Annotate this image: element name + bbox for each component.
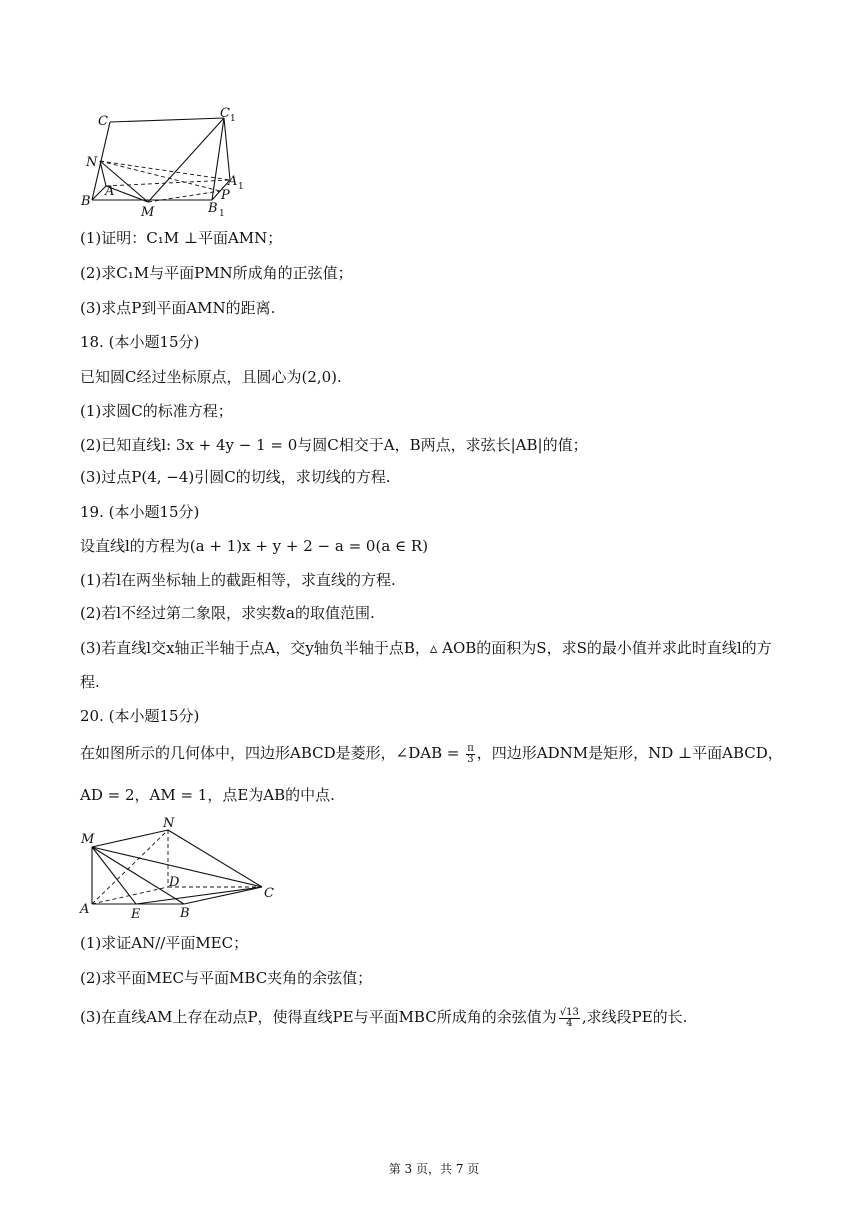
q20-header: 20. (本小题15分): [80, 707, 200, 725]
q17-part2: (2)求C₁M与平面PMN所成角的正弦值；: [80, 264, 353, 282]
angle-fraction: [466, 744, 475, 765]
q18-stem: 已知圆C经过坐标原点，且圆心为(2,0).: [80, 368, 342, 386]
q19-part2: (2)若l不经过第二象限，求实数a的取值范围.: [80, 604, 375, 622]
label-C1: C: [220, 106, 230, 121]
label-M: M: [141, 205, 155, 220]
solid-figure: [76, 815, 286, 925]
q20-part3-post: ,求线段PE的长.: [581, 1008, 688, 1026]
label-N: N: [86, 155, 98, 170]
label-B: B: [81, 194, 91, 209]
cosine-denominator: 4: [566, 1017, 573, 1029]
cosine-fraction: [559, 1008, 580, 1029]
label-A: A: [105, 184, 115, 199]
q19-part3-line1: (3)若直线l交x轴正半轴于点A，交y轴负半轴于点B，▵ AOB的面积为S，求S的最小值并求此时直线l的方: [80, 639, 772, 657]
q20-stem-pre: 在如图所示的几何体中，四边形ABCD是菱形，∠DAB =: [80, 744, 465, 762]
label-B2: B: [180, 906, 190, 921]
q20-part2: (2)求平面MEC与平面MBC夹角的余弦值；: [80, 969, 373, 987]
q20-part3: [80, 1007, 687, 1029]
q19-part3-line2: 程.: [80, 673, 100, 691]
label-B1: B: [208, 201, 218, 216]
q17-part3: (3)求点P到平面AMN的距离.: [80, 299, 276, 317]
label-M2: M: [81, 832, 95, 847]
q20-part3-pre: (3)在直线AM上存在动点P，使得直线PE与平面MBC所成角的余弦值为: [80, 1008, 557, 1026]
q20-stem-post: ，四边形ADNM是矩形，ND ⊥平面ABCD，: [476, 744, 783, 762]
q18-part3: (3)过点P(4, −4)引圆C的切线，求切线的方程.: [80, 468, 391, 486]
prism-figure: [78, 105, 258, 220]
label-A2: A: [80, 902, 90, 917]
label-A1: A: [228, 174, 238, 189]
label-C2: C: [264, 886, 274, 901]
q20-stem-line2: AD = 2，AM = 1，点E为AB的中点.: [80, 786, 335, 804]
label-C1-sub: 1: [230, 114, 236, 124]
q17-part1: (1)证明：C₁M ⊥平面AMN；: [80, 229, 283, 247]
label-P: P: [221, 188, 230, 203]
angle-numerator: π: [467, 742, 474, 754]
angle-denominator: 3: [467, 753, 474, 765]
q19-stem: 设直线l的方程为(a + 1)x + y + 2 − a = 0(a ∈ R): [80, 537, 429, 555]
label-B1-sub: 1: [219, 209, 225, 219]
q19-header: 19. (本小题15分): [80, 503, 200, 521]
label-E2: E: [131, 907, 141, 922]
label-A1-sub: 1: [238, 182, 244, 192]
q20-stem-line1: [80, 743, 783, 765]
cosine-numerator: √13: [559, 1006, 579, 1018]
q20-part1: (1)求证AN//平面MEC；: [80, 934, 249, 952]
q18-header: 18. (本小题15分): [80, 333, 200, 351]
q19-part1: (1)若l在两坐标轴上的截距相等，求直线的方程.: [80, 571, 396, 589]
q18-part2: (2)已知直线l: 3x + 4y − 1 = 0与圆C相交于A，B两点，求弦长|AB|的值；: [80, 436, 588, 454]
label-C: C: [98, 114, 108, 129]
label-N2: N: [163, 816, 175, 831]
label-D2: D: [169, 875, 180, 890]
page-footer: 第 3 页，共 7 页: [388, 1162, 480, 1176]
q18-part1: (1)求圆C的标准方程；: [80, 402, 233, 420]
